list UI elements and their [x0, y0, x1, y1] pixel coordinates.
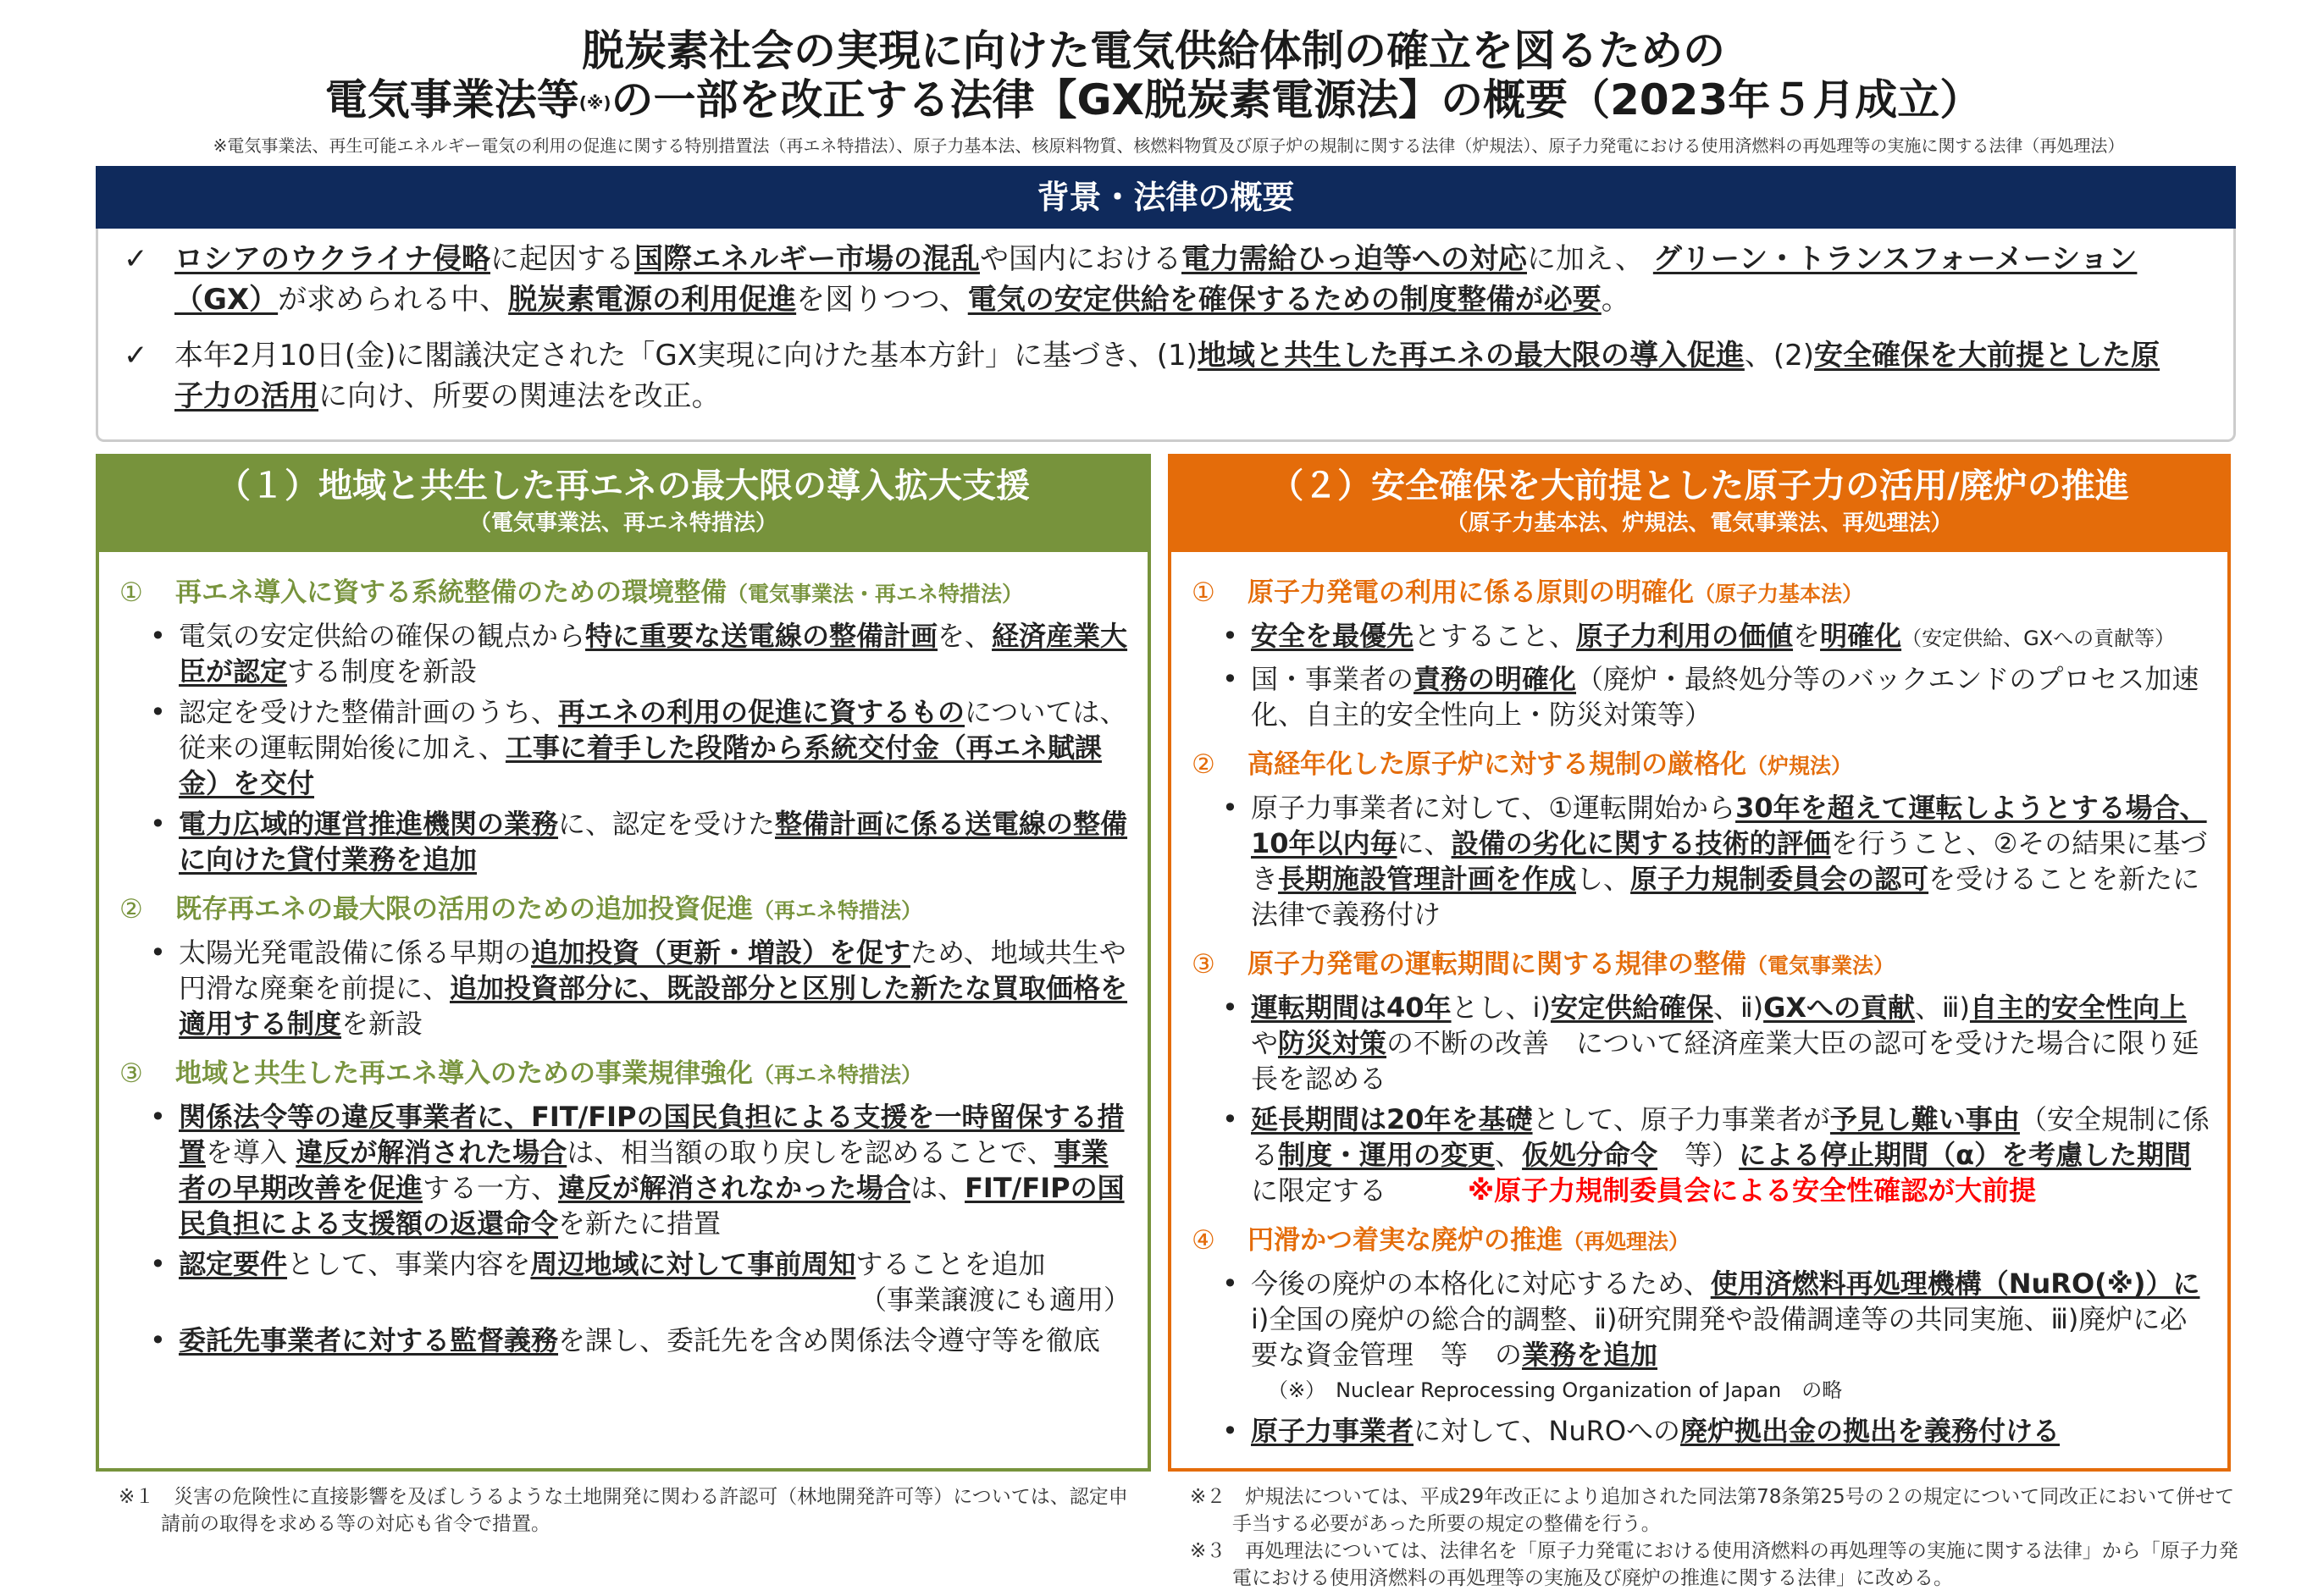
title-note-mark: (※) [578, 92, 611, 113]
text-segment: 安定供給確保 [1550, 991, 1713, 1024]
footnotes-right [1190, 1483, 2240, 1592]
bullet-item [1192, 1413, 2210, 1449]
bullet-item [1192, 618, 2210, 656]
section-title-text [1248, 946, 1895, 985]
text-segment: 国・事業者の [1251, 663, 1414, 695]
background-box [96, 229, 2236, 442]
law-abbreviation-note: ※電気事業法、再生可能エネルギー電気の利用の促進に関する特別措置法（再エネ特措法）、原子力基本法、核原料物質、核燃料物質及び原子炉の規制に関する法律（炉規法）、原子力発電における使用済燃料の再処理等の実施に関する法律（再処理法） [213, 135, 2125, 156]
section-law: （電気事業法・再エネ特措法） [727, 582, 1024, 606]
text-segment: は、 [910, 1172, 965, 1204]
text-segment: ロシアのウクライナ侵略 [174, 242, 490, 276]
text-segment: 明確化 [1820, 620, 1902, 652]
panel-renewables [96, 454, 1151, 1472]
section-title [119, 891, 1131, 930]
text-segment: 追加投資部分に、既設部分と区別した新たな買取価格を適用する制度 [179, 972, 1128, 1040]
text-segment: を課し、委託先を含め関係法令遵守等を徹底 [558, 1324, 1101, 1356]
text-segment: 認定を受けた整備計画のうち、 [179, 696, 559, 728]
text-segment: 原子力事業者 [1251, 1415, 1414, 1447]
text-segment: や国内における [979, 242, 1181, 276]
section-number: ① [1192, 577, 1215, 608]
text-segment: 電力広域的運営推進機関の業務 [179, 808, 559, 840]
footnote: ※３ 再処理法については、法律名を「原子力発電における使用済燃料の再処理等の実施に関する法律」から「原子力発電における使用済燃料の再処理等の実施及び廃炉の推進に関する法律」に改める。 [1190, 1540, 2238, 1589]
section-title-text [175, 1055, 922, 1094]
panel-header [99, 457, 1148, 552]
text-segment: 、(2) [1744, 339, 1815, 373]
text-segment: 地域と共生した再エネの最大限の導入促進 [1197, 339, 1745, 373]
section-number: ③ [119, 1058, 143, 1089]
text-segment: 周辺地域に対して事前周知 [530, 1248, 856, 1280]
text-segment: 自主的安全性向上 [1969, 991, 2187, 1024]
text-segment: FIT/FIPの国民負担による支援額の返還命令 [179, 1172, 1125, 1240]
text-segment: を受けることを新たに法律で義務付け [1251, 863, 2200, 931]
text-segment: 安全確保を大前提とした原子力の活用 [174, 339, 2160, 413]
section-law: （再エネ特措法） [753, 898, 923, 923]
section-title-text [1248, 574, 1863, 613]
text-segment: （安全規制に係る [1251, 1103, 2210, 1171]
background-heading: 背景・法律の概要 [96, 166, 2236, 229]
text-segment: する一方、 [423, 1172, 559, 1204]
title-part: 電気事業法等 [324, 75, 579, 124]
bullet-item [1192, 1102, 2210, 1208]
section-number: ③ [1192, 949, 1215, 980]
section-title-label: 原子力発電の利用に係る原則の明確化 [1248, 577, 1694, 608]
text-segment: を行うこと、②その結果に基づき [1251, 827, 2208, 895]
section-law: （原子力基本法） [1694, 582, 1864, 606]
text-segment: とすること、 [1414, 620, 1577, 652]
panel-header [1171, 457, 2227, 552]
bullet-item [1192, 990, 2210, 1096]
section [119, 574, 1131, 877]
text-segment: に加え、 [1526, 242, 1653, 276]
text-segment: とし、ⅰ) [1451, 991, 1551, 1024]
footnotes-left [119, 1483, 1135, 1538]
text-segment: 使用済燃料再処理機構（NuRO(※)）に [1710, 1267, 2200, 1300]
text-segment: する制度を新設 [287, 655, 478, 688]
text-segment: 違反が解消されなかった場合 [558, 1172, 911, 1204]
background-item [124, 335, 2183, 417]
section-law: （電気事業法） [1746, 953, 1895, 978]
abbreviation-note: （※） Nuclear Reprocessing Organization of Japan の略 [1268, 1378, 1843, 1402]
section-number: ② [1192, 749, 1215, 780]
text-segment: による停止期間（α）を考慮した期間 [1739, 1139, 2192, 1171]
text-segment: 、 [1495, 1139, 1523, 1171]
text-segment: 工事に着手した段階から系統交付金（再エネ賦課金）を交付 [179, 732, 1102, 799]
text-segment: 整備計画に係る送電線の整備に向けた貸付業務を追加 [179, 808, 1128, 875]
bullet-item [1192, 661, 2210, 732]
section [1192, 574, 2210, 732]
text-segment: 関係法令等の違反事業者に、FIT/FIPの国民負担による支援を一時留保する措置 [179, 1101, 1125, 1168]
text-segment: 原子力事業者に対して、①運転開始から [1251, 792, 1736, 824]
section-title [119, 574, 1131, 613]
section-title [1192, 746, 2210, 785]
bullet-item [119, 806, 1131, 877]
text-segment: 長期施設管理計画を作成 [1278, 863, 1577, 895]
panel-laws: （電気事業法、再エネ特措法） [468, 511, 777, 536]
section [119, 891, 1131, 1041]
footnote: ※２ 炉規法については、平成29年改正により追加された同法第78条第25号の２の規定について同改正において併せて手当する必要があった所要の規定の整備を行う。 [1190, 1486, 2235, 1535]
page-title-line1: 脱炭素社会の実現に向けた電気供給体制の確立を図るための [582, 26, 1725, 75]
section [1192, 746, 2210, 932]
section-title [1192, 946, 2210, 985]
bullet-item [119, 1323, 1131, 1358]
warning-text: ※原子力規制委員会による安全性確認が大前提 [1468, 1174, 2037, 1207]
text-segment: 委託先事業者に対する監督義務 [179, 1324, 559, 1356]
panel-nuclear [1168, 454, 2231, 1472]
panel-title: （１）地域と共生した再エネの最大限の導入拡大支援 [217, 467, 1030, 505]
text-segment: に対して、NuROへの [1414, 1415, 1681, 1447]
text-segment: （事業譲渡にも適用） [859, 1284, 1131, 1316]
text-segment: 再エネの利用の促進に資するもの [558, 696, 965, 728]
text-segment: に、認定を受けた [558, 808, 776, 840]
section-title [119, 1055, 1131, 1094]
footnote: ※１ 災害の危険性に直接影響を及ぼしうるような土地開発に関わる許認可（林地開発許可等）については、認定申請前の取得を求める等の対応も省令で措置。 [119, 1486, 1128, 1535]
text-segment: 認定要件 [179, 1248, 288, 1280]
page-title-line2 [0, 75, 2307, 129]
bullet-item [119, 694, 1131, 801]
section-number: ② [119, 894, 143, 925]
text-segment: ⅰ)全国の廃炉の総合的調整、ⅱ)研究開発や設備調達等の共同実施、ⅲ)廃炉に必要な資金管理 等 の [1251, 1303, 2188, 1371]
text-segment: 原子力規制委員会の認可 [1630, 863, 1929, 895]
text-segment: 設備の劣化に関する技術的評価 [1451, 827, 1831, 859]
text-segment: 追加投資（更新・増設）を促す [531, 936, 911, 969]
panel-laws: （原子力基本法、炉規法、電気事業法、再処理法） [1446, 511, 1953, 536]
section-law: （再エネ特措法） [753, 1063, 923, 1087]
section-title-label: 再エネ導入に資する系統整備のための環境整備 [175, 577, 727, 608]
text-segment: を、 [938, 620, 993, 652]
section-number: ④ [1192, 1225, 1215, 1256]
text-segment: 電気の安定供給を確保するための制度整備が必要 [967, 283, 1602, 317]
text-segment: GXへの貢献 [1763, 991, 1916, 1024]
text-segment: 業務を追加 [1522, 1339, 1658, 1371]
bullet-item [1192, 790, 2210, 932]
section-number: ① [119, 577, 143, 608]
section [1192, 946, 2210, 1208]
text-segment: （廃炉・最終処分等のバックエンドのプロセス加速化、自主的安全性向上・防災対策等） [1251, 663, 2199, 731]
text-segment: 、ⅱ) [1712, 991, 1764, 1024]
text-segment: 今後の廃炉の本格化に対応するため、 [1251, 1267, 1711, 1300]
text-segment: 原子力利用の価値 [1576, 620, 1794, 652]
section-law: （再処理法） [1563, 1229, 1690, 1254]
text-segment: 30年を超えて運転しようとする場合、10年以内毎 [1251, 792, 2207, 859]
text-segment: し、 [1576, 863, 1631, 895]
section-law: （炉規法） [1746, 754, 1853, 778]
section [119, 1055, 1131, 1358]
text-segment: に向け、所要の関連法を改正。 [318, 379, 721, 413]
section-title-label: 高経年化した原子炉に対する規制の厳格化 [1248, 749, 1746, 780]
check-icon: ✓ [124, 242, 148, 276]
text-segment: については、従来の運転開始後に加え、 [179, 696, 1127, 764]
text-segment: を新たに措置 [558, 1207, 722, 1240]
bullet-item [119, 935, 1131, 1041]
bullet-item [119, 1099, 1131, 1241]
text-segment: グリーン・トランスフォーメーション（GX） [174, 242, 2138, 317]
text-segment: 、ⅲ) [1915, 991, 1970, 1024]
text-segment: 経済産業大臣が認定 [179, 620, 1128, 688]
bullet-item [119, 618, 1131, 689]
text-segment: 電力需給ひっ迫等への対応 [1181, 242, 1527, 276]
text-segment: 制度・運用の変更 [1278, 1139, 1496, 1171]
section-title-label: 地域と共生した再エネ導入のための事業規律強化 [175, 1058, 753, 1089]
section-title [1192, 574, 2210, 613]
check-icon: ✓ [124, 339, 148, 373]
text-segment: 電気の安定供給の確保の観点から [179, 620, 586, 652]
background-item [124, 239, 2183, 320]
text-segment: を新設 [341, 1008, 423, 1040]
section-title-label: 既存再エネの最大限の活用のための追加投資促進 [175, 894, 753, 925]
panel-body [1171, 552, 2227, 1449]
text-segment: 太陽光発電設備に係る早期の [179, 936, 532, 969]
text-segment: 運転期間は40年 [1251, 991, 1452, 1024]
text-segment: に限定する [1251, 1174, 1469, 1207]
text-segment: や [1251, 1027, 1279, 1059]
text-segment: を導入 [206, 1136, 296, 1168]
text-segment: に起因する [490, 242, 634, 276]
section-title-text [1248, 1222, 1690, 1261]
text-segment: 予見し難い事由 [1829, 1103, 2020, 1135]
title-part: の一部を改正する法律【GX脱炭素電源法】の概要（2023年５月成立） [611, 75, 1983, 124]
section-title-label: 円滑かつ着実な廃炉の推進 [1248, 1225, 1563, 1256]
text-segment: に、 [1397, 827, 1452, 859]
text-segment: 事業者の早期改善を促進 [179, 1136, 1109, 1204]
text-segment: 特に重要な送電線の整備計画 [585, 620, 938, 652]
panel-title: （２）安全確保を大前提とした原子力の活用/廃炉の推進 [1270, 467, 2129, 505]
text-segment: 廃炉拠出金の拠出を義務付ける [1680, 1415, 2061, 1447]
section-title-text [175, 574, 1023, 613]
bullet-item [1192, 1266, 2210, 1408]
section-title-text [1248, 746, 1852, 785]
text-segment: は、相当額の取り戻しを認めることで、 [567, 1136, 1054, 1168]
text-segment: 責務の明確化 [1414, 663, 1577, 695]
text-segment: （安定供給、GXへの貢献等） [1901, 627, 2176, 650]
section-title-label: 原子力発電の運転期間に関する規律の整備 [1248, 949, 1746, 980]
text-segment: 。 [1601, 283, 1630, 317]
text-segment: として、原子力事業者が [1532, 1103, 1830, 1135]
section [1192, 1222, 2210, 1449]
text-segment: ため、地域共生や円滑な廃棄を前提に、 [179, 936, 1126, 1004]
text-segment: 本年2月10日(金)に閣議決定された「GX実現に向けた基本方針」に基づき、(1) [174, 339, 1198, 373]
text-segment: 安全を最優先 [1251, 620, 1414, 652]
section-title [1192, 1222, 2210, 1261]
text-segment: を図りつつ、 [796, 283, 968, 317]
text-segment: の不断の改善 について経済産業大臣の認可を受けた場合に限り延長を認める [1251, 1027, 2199, 1095]
text-segment: することを追加 [855, 1248, 1046, 1280]
text-segment: を [1793, 620, 1821, 652]
text-segment: 延長期間は20年を基礎 [1251, 1103, 1533, 1135]
panel-body [99, 552, 1148, 1358]
text-segment: 違反が解消された場合 [296, 1136, 567, 1168]
text-segment: 仮処分命令 [1522, 1139, 1658, 1171]
section-title-text [175, 891, 922, 930]
text-segment: 等） [1657, 1139, 1740, 1171]
text-segment: 脱炭素電源の利用促進 [508, 283, 797, 317]
text-segment: として、事業内容を [287, 1248, 531, 1280]
text-segment: 国際エネルギー市場の混乱 [633, 242, 980, 276]
text-segment: 防災対策 [1278, 1027, 1387, 1059]
text-segment: が求められる中、 [278, 283, 509, 317]
bullet-item [119, 1246, 1131, 1317]
